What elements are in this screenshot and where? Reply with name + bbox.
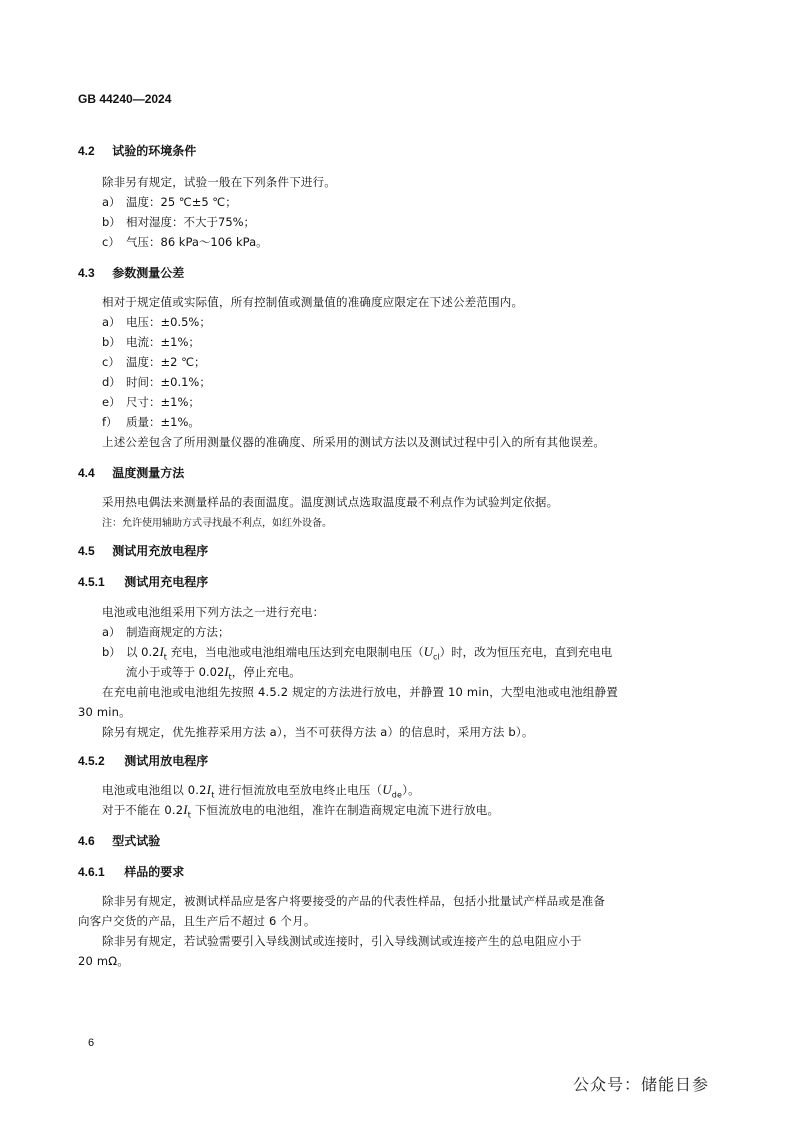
paragraph bbox=[102, 802, 499, 819]
paragraph-continuation: 30 min。 bbox=[78, 705, 131, 719]
list-marker: f） bbox=[102, 415, 118, 429]
list-item bbox=[102, 194, 237, 210]
list-text: 充电，当电池或电池组端电压达到充电限制电压（ bbox=[166, 645, 424, 659]
heading-4-5-2 bbox=[78, 752, 208, 769]
math-subscript: t bbox=[228, 672, 232, 682]
paragraph: 除非另有规定，试验一般在下列条件下进行。 bbox=[102, 175, 336, 189]
list-text: 尺寸：±1%； bbox=[126, 395, 200, 409]
text: 下恒流放电的电池组，准许在制造商规定电流下进行放电。 bbox=[191, 803, 500, 817]
list-item bbox=[102, 624, 230, 640]
standard-code: GB 44240—2024 bbox=[78, 92, 172, 106]
list-text: 电流：±1%； bbox=[126, 335, 200, 349]
text: ）。 bbox=[402, 783, 420, 797]
list-marker: b） bbox=[102, 215, 121, 229]
list-item bbox=[102, 644, 612, 661]
heading-number: 4.5.1 bbox=[78, 575, 105, 589]
list-marker: a） bbox=[102, 625, 121, 639]
list-text: 温度：±2 ℃； bbox=[126, 355, 206, 369]
list-text: 流小于或等于 0.02 bbox=[126, 665, 225, 679]
list-text: 制造商规定的方法； bbox=[126, 625, 230, 639]
list-text: 时间：±0.1%； bbox=[126, 375, 211, 389]
math-variable: I bbox=[183, 802, 188, 817]
heading-title: 温度测量方法 bbox=[112, 466, 185, 480]
paragraph-continuation: 向客户交货的产品，且生产后不超过 6 个月。 bbox=[78, 914, 316, 928]
heading-4-2 bbox=[78, 142, 196, 159]
math-subscript: de bbox=[391, 790, 403, 800]
math-variable: U bbox=[382, 782, 392, 797]
list-item bbox=[102, 234, 268, 250]
list-item bbox=[102, 214, 255, 230]
list-marker: e） bbox=[102, 395, 121, 409]
heading-4-5-1 bbox=[78, 573, 208, 590]
list-text: 电压：±0.5%； bbox=[126, 315, 211, 329]
heading-4-6 bbox=[78, 832, 160, 849]
list-marker: a） bbox=[102, 195, 121, 209]
heading-4-4 bbox=[78, 464, 184, 481]
math-variable: I bbox=[224, 664, 229, 679]
list-text: 气压：86 kPa～106 kPa。 bbox=[126, 235, 268, 249]
list-marker: c） bbox=[102, 235, 120, 249]
math-variable: U bbox=[423, 644, 433, 659]
heading-title: 测试用充电程序 bbox=[124, 575, 209, 589]
list-item bbox=[102, 414, 200, 430]
list-marker: c） bbox=[102, 355, 120, 369]
math-subscript: cl bbox=[432, 652, 440, 662]
list-text: ）时，改为恒压充电，直到充电电 bbox=[439, 645, 613, 659]
paragraph: 除另有规定，优先推荐采用方法 a），当不可获得方法 a）的信息时，采用方法 b）。 bbox=[102, 725, 534, 739]
list-item bbox=[102, 334, 200, 350]
heading-title: 参数测量公差 bbox=[112, 266, 185, 280]
heading-number: 4.6.1 bbox=[78, 865, 105, 879]
heading-title: 测试用放电程序 bbox=[124, 754, 209, 768]
text: 对于不能在 0.2 bbox=[102, 803, 184, 817]
heading-title: 试验的环境条件 bbox=[112, 144, 197, 158]
heading-number: 4.6 bbox=[78, 834, 95, 848]
paragraph: 电池或电池组采用下列方法之一进行充电： bbox=[102, 605, 325, 619]
math-subscript: t bbox=[187, 810, 192, 820]
heading-number: 4.2 bbox=[78, 144, 95, 158]
list-item bbox=[102, 354, 206, 370]
page-number: 6 bbox=[88, 1037, 95, 1049]
paragraph bbox=[102, 782, 420, 799]
list-text: 以 0.2 bbox=[126, 645, 160, 659]
list-item bbox=[102, 314, 211, 330]
heading-title: 样品的要求 bbox=[124, 865, 185, 879]
heading-number: 4.5 bbox=[78, 544, 95, 558]
list-marker: b） bbox=[102, 335, 121, 349]
list-text: 质量：±1%。 bbox=[126, 415, 200, 429]
paragraph: 上述公差包含了所用测量仪器的准确度、所采用的测试方法以及测试过程中引入的所有其他误差。 bbox=[102, 435, 606, 449]
math-subscript: t bbox=[163, 652, 167, 662]
math-variable: I bbox=[159, 644, 164, 659]
heading-title: 型式试验 bbox=[112, 834, 161, 848]
heading-4-5 bbox=[78, 542, 208, 559]
paragraph: 除非另有规定，被测试样品应是客户将要接受的产品的代表性样品，包括小批量试产样品或是准备 bbox=[102, 894, 606, 908]
heading-4-3 bbox=[78, 264, 184, 281]
paragraph: 在充电前电池或电池组先按照 4.5.2 规定的方法进行放电，并静置 10 min，大型电池或电池组静置 bbox=[102, 685, 618, 699]
list-item bbox=[102, 394, 200, 410]
paragraph: 相对于规定值或实际值，所有控制值或测量值的准确度应限定在下述公差范围内。 bbox=[102, 295, 524, 309]
text: 进行恒流放电至放电终止电压（ bbox=[214, 783, 383, 797]
math-variable: I bbox=[206, 782, 212, 797]
list-text: 相对湿度：不大于75%； bbox=[126, 215, 256, 229]
heading-number: 4.5.2 bbox=[78, 754, 105, 768]
note: 注：允许使用辅助方式寻找最不利点，如红外设备。 bbox=[102, 518, 332, 529]
paragraph: 除非另有规定，若试验需要引入导线测试或连接时，引入导线测试或连接产生的总电阻应小于 bbox=[102, 934, 582, 948]
math-subscript: t bbox=[211, 790, 215, 800]
paragraph: 采用热电偶法来测量样品的表面温度。温度测试点选取温度最不利点作为试验判定依据。 bbox=[102, 495, 559, 509]
heading-title: 测试用充放电程序 bbox=[112, 544, 209, 558]
heading-number: 4.3 bbox=[78, 266, 95, 280]
watermark: 公众号：储能日参 bbox=[573, 1075, 710, 1094]
list-text: ，停止充电。 bbox=[231, 665, 301, 679]
text: 电池或电池组以 0.2 bbox=[102, 783, 207, 797]
heading-4-6-1 bbox=[78, 863, 184, 880]
list-marker: a） bbox=[102, 315, 121, 329]
heading-number: 4.4 bbox=[78, 466, 95, 480]
list-marker: b） bbox=[102, 645, 121, 659]
paragraph-continuation: 20 mΩ。 bbox=[78, 954, 129, 968]
list-text: 温度：25 ℃±5 ℃； bbox=[126, 195, 237, 209]
list-marker: d） bbox=[102, 375, 121, 389]
list-item-continuation bbox=[126, 664, 301, 681]
list-item bbox=[102, 374, 211, 390]
